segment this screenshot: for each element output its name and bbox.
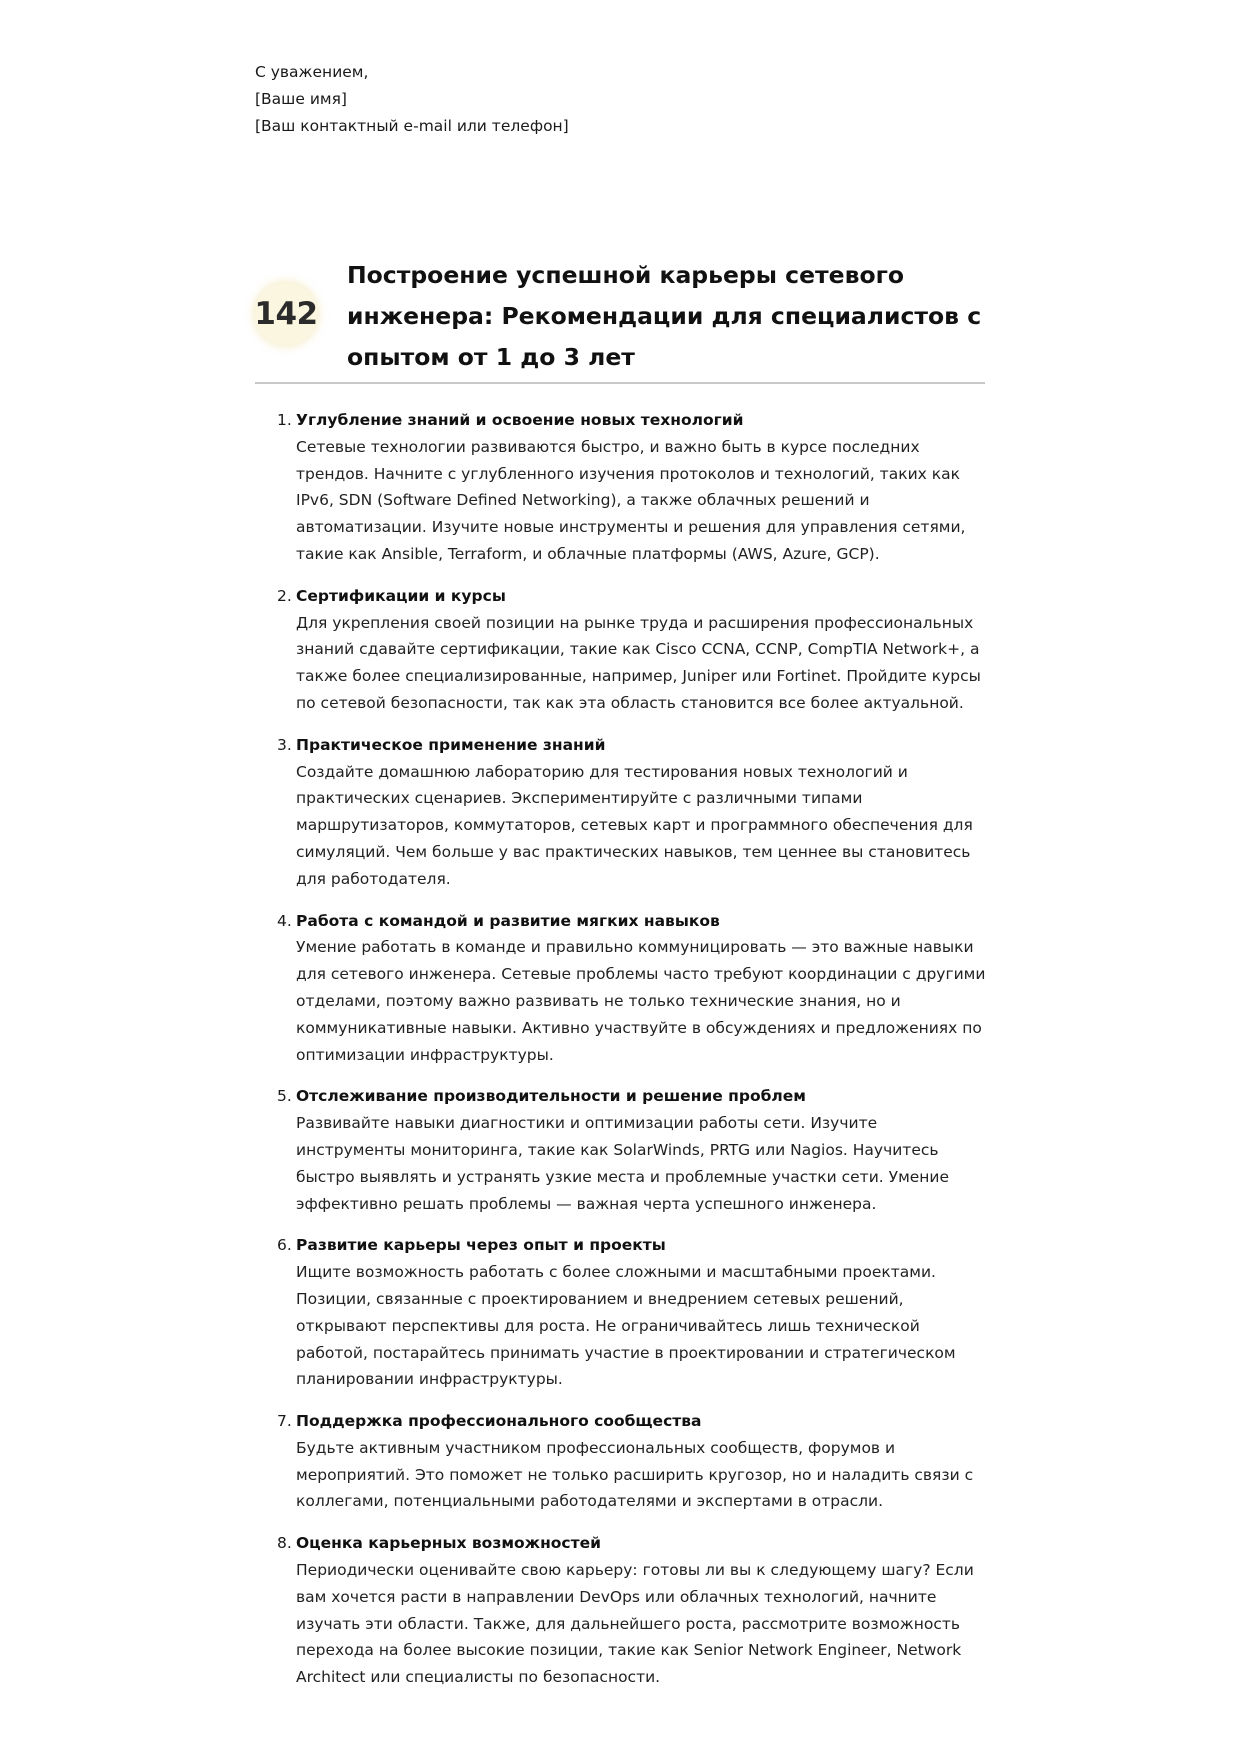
signature-contact: [Ваш контактный e-mail или телефон] bbox=[255, 117, 569, 135]
signature-closing: С уважением, bbox=[255, 63, 369, 81]
item-title: Оценка карьерных возможностей bbox=[296, 1534, 601, 1553]
item-number: 4. bbox=[277, 911, 292, 930]
item-title: Углубление знаний и освоение новых технологий bbox=[296, 411, 744, 429]
item-number: 1. bbox=[277, 411, 292, 429]
item-text: Периодически оценивайте свою карьеру: готовы ли вы к следующему шагу? Если вам хочется расти в направлении DevOps или облачных технологий, начните изучать эти области. Также, для дальнейшего роста, рассмотрите возможность перехода на более высокие позиции, такие как Senior Network Engineer, Network Architect или специалисты по безопасности. bbox=[296, 1561, 974, 1687]
section-number-badge: 142 bbox=[255, 283, 317, 345]
item-text: Ищите возможность работать с более сложными и масштабными проектами. Позиции, связанные с проектированием и внедрением сетевых решений, открывают перспективы для роста. Не ограничивайтесь лишь технической работой, постарайтесь принимать участие в проектировании и стратегическом планировании инфраструктуры. bbox=[296, 1263, 956, 1389]
item-number: 5. bbox=[277, 1087, 292, 1106]
recommendations-list bbox=[277, 407, 989, 1706]
item-title: Отслеживание производительности и решение проблем bbox=[296, 1087, 806, 1106]
item-title: Сертификации и курсы bbox=[296, 586, 506, 605]
item-text: Умение работать в команде и правильно коммуницировать — это важные навыки для сетевого инженера. Сетевые проблемы часто требуют координации с другими отделами, поэтому важно развивать не только технические знания, но и коммуникативные навыки. Активно участвуйте в обсуждениях и предложениях по оптимизации инфраструктуры. bbox=[296, 938, 986, 1064]
item-number: 2. bbox=[277, 586, 292, 605]
item-title: Развитие карьеры через опыт и проекты bbox=[296, 1236, 666, 1255]
list-item bbox=[277, 583, 989, 717]
list-item bbox=[277, 732, 989, 893]
signature-name: [Ваше имя] bbox=[255, 90, 347, 108]
list-item bbox=[277, 1083, 989, 1217]
item-title: Поддержка профессионального сообщества bbox=[296, 1412, 702, 1431]
section-heading bbox=[255, 255, 985, 378]
list-item bbox=[277, 1530, 989, 1691]
item-number: 8. bbox=[277, 1534, 292, 1553]
signature-block bbox=[255, 59, 569, 140]
item-title: Практическое применение знаний bbox=[296, 735, 606, 754]
list-item bbox=[277, 1408, 989, 1515]
item-text: Развивайте навыки диагностики и оптимизации работы сети. Изучите инструменты мониторинга, такие как SolarWinds, PRTG или Nagios. Научитесь быстро выявлять и устранять узкие места и проблемные участки сети. Умение эффективно решать проблемы — важная черта успешного инженера. bbox=[296, 1114, 950, 1213]
item-number: 3. bbox=[277, 735, 292, 754]
item-number: 7. bbox=[277, 1412, 292, 1431]
item-text: Будьте активным участником профессиональных сообществ, форумов и мероприятий. Это поможет не только расширить кругозор, но и наладить связи с коллегами, потенциальными работодателями и экспертами в отрасли. bbox=[296, 1438, 974, 1511]
title-divider bbox=[255, 382, 985, 384]
item-text: Сетевые технологии развиваются быстро, и важно быть в курсе последних трендов. Начните с углубленного изучения протоколов и технологий, таких как IPv6, SDN (Software Defined Networking), а также облачных решений и автоматизации. Изучите новые инструменты и решения для управления сетями, такие как Ansible, Terraform, и облачные платформы (AWS, Azure, GCP). bbox=[296, 437, 966, 563]
item-number: 6. bbox=[277, 1236, 292, 1255]
list-item bbox=[277, 407, 989, 568]
item-text: Для укрепления своей позиции на рынке труда и расширения профессиональных знаний сдавайте сертификации, такие как Cisco CCNA, CCNP, CompTIA Network+, а также более специализированные, например, Juniper или Fortinet. Пройдите курсы по сетевой безопасности, так как эта область становится все более актуальной. bbox=[296, 613, 981, 712]
item-text: Создайте домашнюю лабораторию для тестирования новых технологий и практических сценариев. Экспериментируйте с различными типами маршрутизаторов, коммутаторов, сетевых карт и программного обеспечения для симуляций. Чем больше у вас практических навыков, тем ценнее вы становитесь для работодателя. bbox=[296, 762, 973, 888]
list-item bbox=[277, 1232, 989, 1393]
list-item bbox=[277, 908, 989, 1069]
item-title: Работа с командой и развитие мягких навыков bbox=[296, 911, 720, 930]
section-title: Построение успешной карьеры сетевого инженера: Рекомендации для специалистов с опытом от 1 до 3 лет bbox=[347, 261, 982, 371]
